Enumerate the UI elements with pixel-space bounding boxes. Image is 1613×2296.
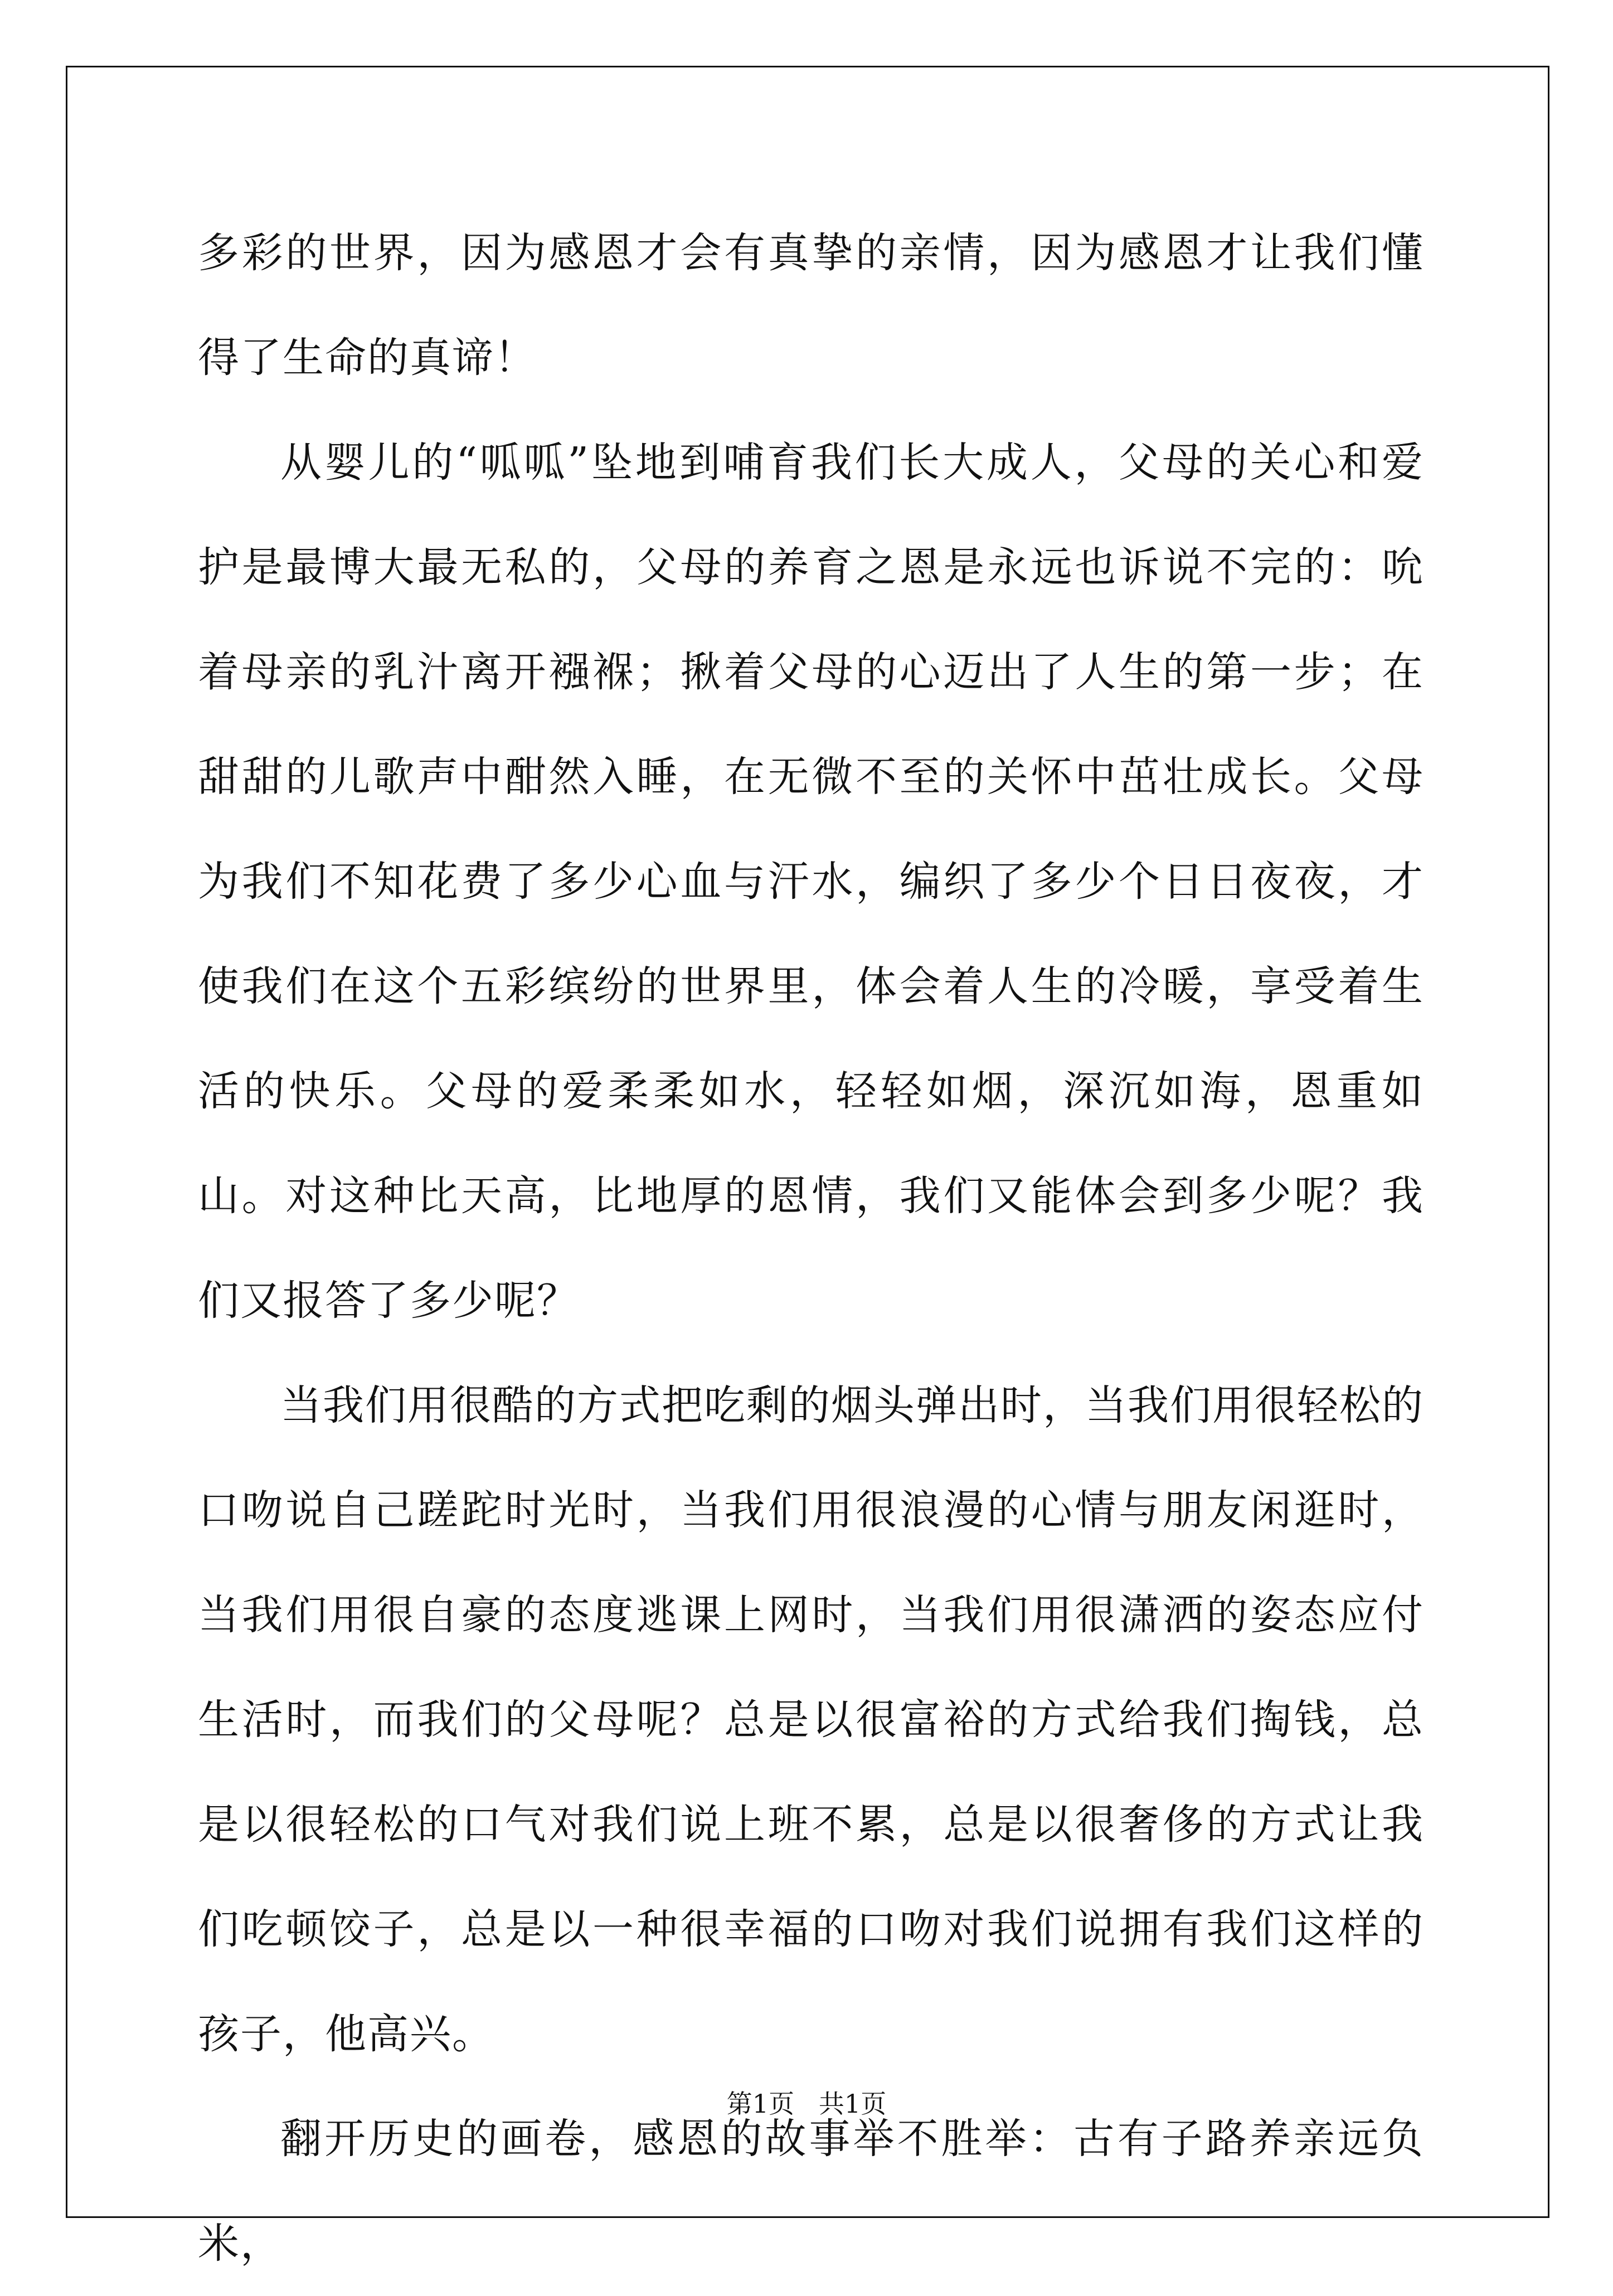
paragraph-2: 从婴儿的“呱呱”坠地到哺育我们长大成人，父母的关心和爱护是最博大最无私的，父母的养育之恩是永远也诉说不完的：吮着母亲的乳汁离开襁褓；揪着父母的心迈出了人生的第一步；在甜甜的儿歌声中酣然入睡，在无微不至的关怀中茁壮成长。父母为我们不知花费了多少心血与汗水，编织了多少个日日夜夜，才使我们在这个五彩缤纷的世界里，体会着人生的冷暖，享受着生活的快乐。父母的爱柔柔如水，轻轻如烟，深沉如海，恩重如山。对这种比天高，比地厚的恩情，我们又能体会到多少呢？我们又报答了多少呢？ bbox=[198, 439, 1424, 1325]
paragraph-4: 翻开历史的画卷，感恩的故事举不胜举：古有子路养亲远负米， bbox=[198, 2115, 1424, 2268]
document-body bbox=[198, 201, 1424, 2296]
paragraph-3: 当我们用很酷的方式把吃剩的烟头弹出时，当我们用很轻松的口吻说自己蹉跎时光时，当我们用很浪漫的心情与朋友闲逛时，当我们用很自豪的态度逃课上网时，当我们用很潇洒的姿态应付生活时，而我们的父母呢？总是以很富裕的方式给我们掏钱，总是以很轻松的口气对我们说上班不累，总是以很奢侈的方式让我们吃顿饺子，总是以一种很幸福的口吻对我们说拥有我们这样的孩子，他高兴。 bbox=[198, 1382, 1424, 2058]
page-footer: 第1页 共1页 bbox=[726, 2089, 887, 2119]
paragraph-1: 多彩的世界，因为感恩才会有真挚的亲情，因为感恩才让我们懂得了生命的真谛！ bbox=[198, 229, 1424, 382]
